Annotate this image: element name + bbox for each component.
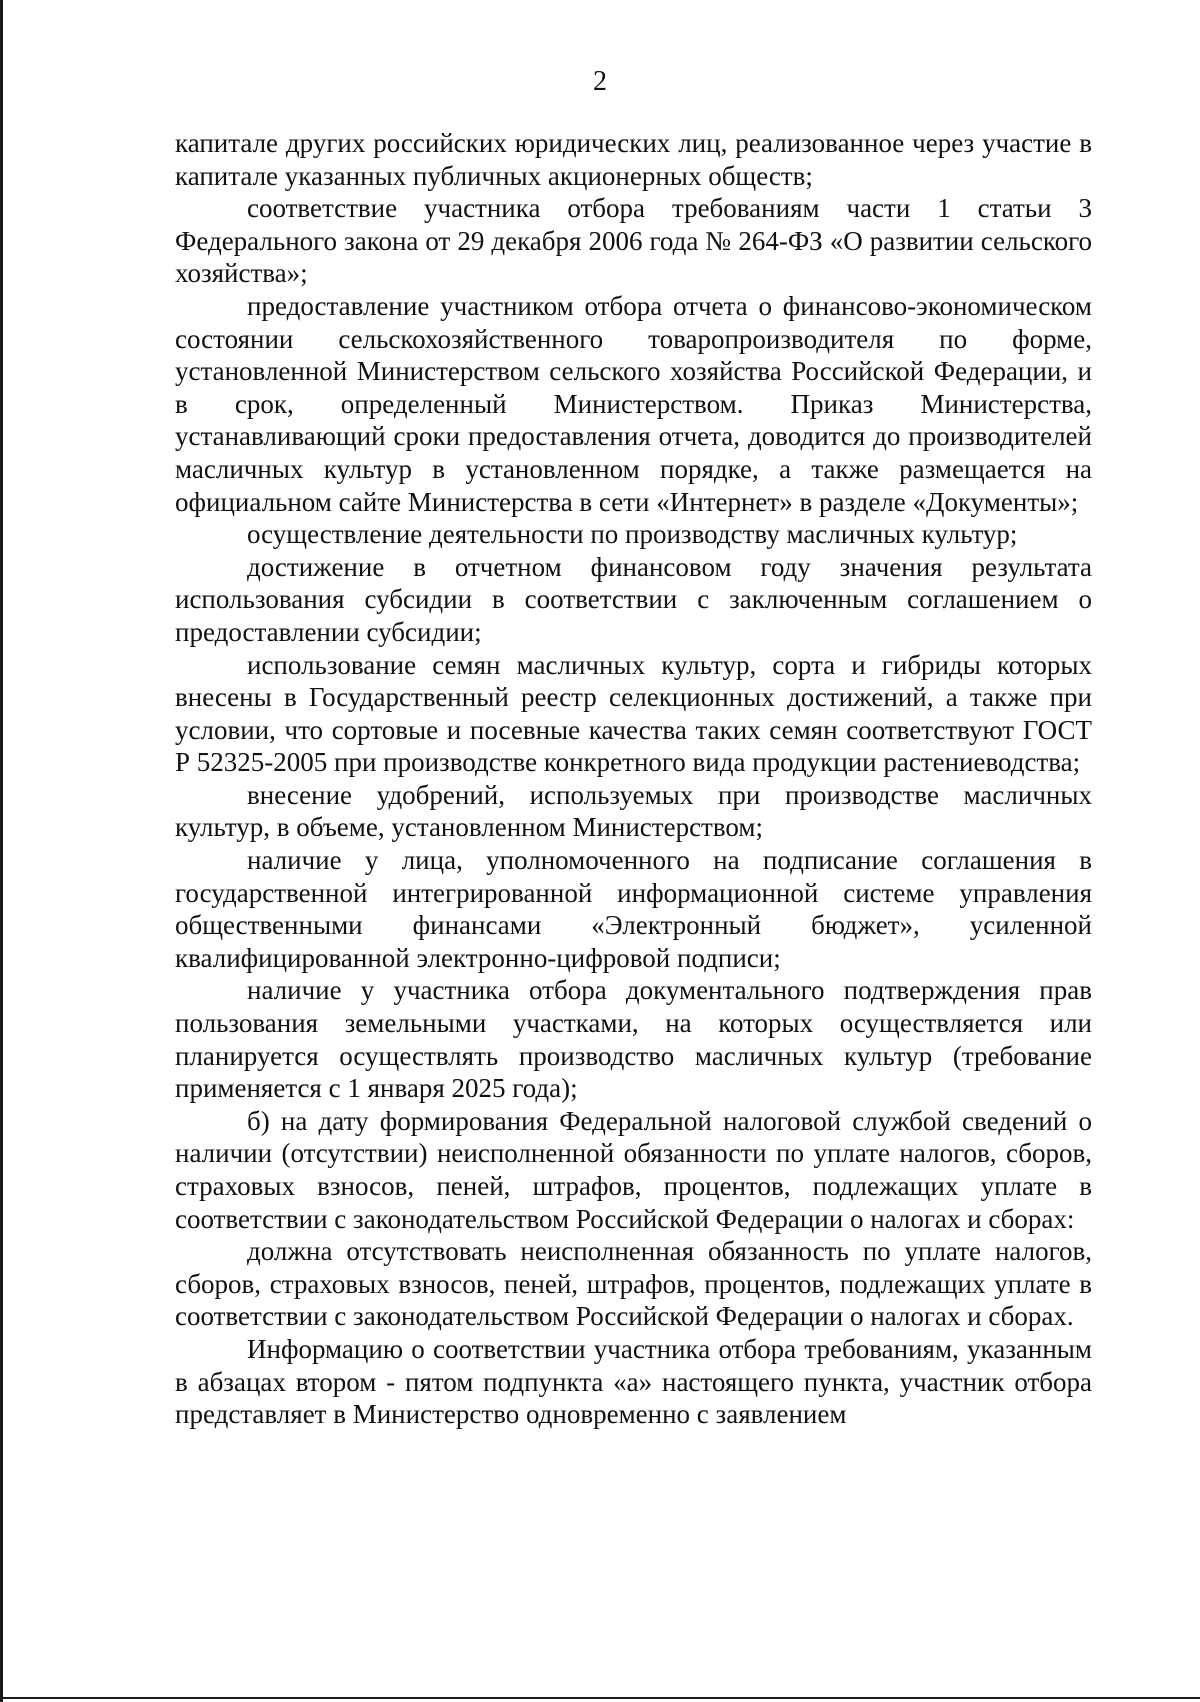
paragraph: предоставление участником отбора отчета о финансово-экономическом состоянии сельскохозяйственного товаропроизводителя по форме, установленной Министерством сельского хозяйства Российской Федерации, и в срок, определенный Министерством. Приказ Министерства, устанавливающий сроки предоставления отчета, доводится до производителей масличных культур в установленном порядке, а также размещается на официальном сайте Министерства в сети «Интернет» в разделе «Документы»; <box>175 290 1092 517</box>
paragraph: достижение в отчетном финансовом году значения результата использования субсидии в соответствии с заключенным соглашением о предоставлении субсидии; <box>175 551 1092 647</box>
paragraph: б) на дату формирования Федеральной налоговой службой сведений о наличии (отсутствии) неисполненной обязанности по уплате налогов, сборов, страховых взносов, пеней, штрафов, процентов, подлежащих уплате в соответствии с законодательством Российской Федерации о налогах и сборах: <box>175 1105 1092 1234</box>
paragraph: наличие у лица, уполномоченного на подписание соглашения в государственной интегрированной информационной системе управления общественными финансами «Электронный бюджет», усиленной квалифицированной электронно-цифровой подписи; <box>175 845 1092 973</box>
paragraph: соответствие участника отбора требованиям части 1 статьи 3 Федерального закона от 29 декабря 2006 года № 264-ФЗ «О развитии сельского хозяйства»; <box>175 193 1092 289</box>
paragraph-continuation: капитале других российских юридических лиц, реализованное через участие в капитале указанных публичных акционерных обществ; <box>175 128 1092 191</box>
paragraph: использование семян масличных культур, сорта и гибриды которых внесены в Государственный реестр селекционных достижений, а также при условии, что сортовые и посевные качества таких семян соответствуют ГОСТ Р 52325-2005 при производстве конкретного вида продукции растениеводства; <box>175 649 1092 778</box>
paragraph: Информацию о соответствии участника отбора требованиям, указанным в абзацах втором - пятом подпункта «а» настоящего пункта, участник отбора представляет в Министерство одновременно с заявлением <box>175 1333 1092 1430</box>
scan-bottom-edge <box>0 1697 1200 1699</box>
paragraph: наличие у участника отбора документального подтверждения прав пользования земельными участками, на которых осуществляется или планируется осуществлять производство масличных культур (требование применяется с 1 января 2025 года); <box>175 975 1092 1104</box>
document-body <box>175 127 1092 1431</box>
paragraph: осуществление деятельности по производству масличных культур; <box>247 519 1018 550</box>
paragraph: должна отсутствовать неисполненная обязанность по уплате налогов, сборов, страховых взносов, пеней, штрафов, процентов, подлежащих уплате в соответствии с законодательством Российской Федерации о налогах и сборах. <box>175 1236 1092 1332</box>
page-number: 2 <box>593 66 607 97</box>
scan-left-edge <box>0 0 3 1702</box>
paragraph: внесение удобрений, используемых при производстве масличных культур, в объеме, установленном Министерством; <box>175 779 1092 843</box>
